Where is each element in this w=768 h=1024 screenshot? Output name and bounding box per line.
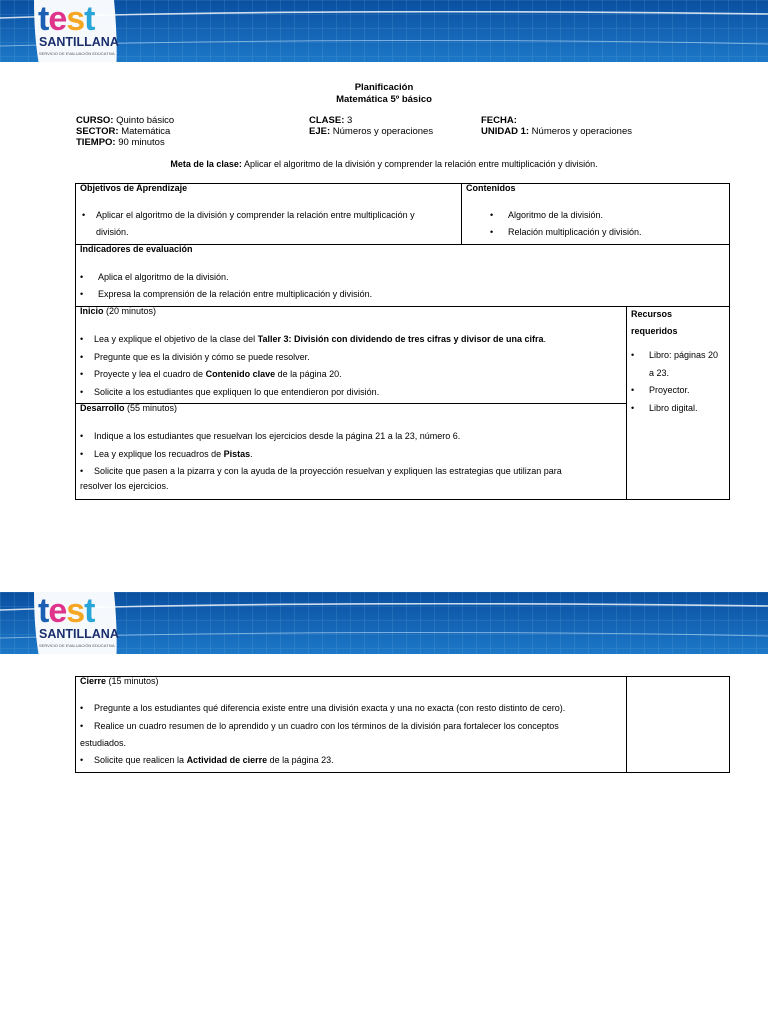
cierre-list-end	[80, 752, 625, 770]
list-item: • Libro digital.	[631, 400, 729, 418]
recursos-cell	[626, 306, 730, 500]
contenidos-cell	[461, 183, 730, 245]
objetivos-cell	[75, 183, 462, 245]
list-item: • Libro: páginas 20 a 23.	[631, 347, 729, 382]
test-santillana-logo	[30, 592, 118, 654]
list-item: • Algoritmo de la división.	[490, 207, 726, 224]
list-item: • Indique a los estudiantes que resuelvan los ejercicios desde la página 21 a la 23, número 6.	[80, 428, 625, 446]
fecha-label: FECHA:	[481, 115, 517, 126]
goal-label: Meta de la clase:	[170, 159, 242, 169]
contenidos-list	[490, 207, 726, 240]
tiempo-value: 90 minutos	[115, 137, 165, 148]
inicio-title: Inicio (20 minutos)	[80, 306, 157, 316]
header-banner	[0, 592, 768, 654]
clase-value: 3	[344, 115, 353, 126]
list-item: • Expresa la comprensión de la relación entre multiplicación y división.	[80, 286, 720, 303]
document-heading	[0, 82, 768, 105]
class-goal	[0, 159, 768, 169]
document-title: Planificación	[354, 82, 414, 93]
meta-right	[481, 115, 632, 137]
logo-wordmark: test	[38, 0, 95, 38]
curso-label: CURSO:	[76, 115, 114, 126]
sector-value: Matemática	[118, 126, 171, 137]
sector-label: SECTOR:	[76, 126, 119, 137]
logo-brand: SANTILLANA	[39, 35, 119, 49]
indicadores-cell	[75, 244, 730, 307]
cierre-cell	[75, 676, 627, 773]
desarrollo-title: Desarrollo (55 minutos)	[80, 403, 178, 413]
list-item: • Proyecte y lea el cuadro de Contenido clave de la página 20.	[80, 366, 625, 384]
inicio-list	[80, 331, 625, 401]
clase-label: CLASE:	[309, 115, 345, 126]
unidad-label: UNIDAD 1:	[481, 126, 530, 137]
header-banner	[0, 0, 768, 62]
eje-label: EJE:	[309, 126, 331, 137]
logo-tagline: SERVICIO DE EVALUACIÓN EDUCATIVA	[39, 643, 115, 648]
list-item: • Proyector.	[631, 382, 729, 400]
eje-value: Números y operaciones	[330, 126, 434, 137]
logo-brand: SANTILLANA	[39, 627, 119, 641]
logo-tagline: SERVICIO DE EVALUACIÓN EDUCATIVA	[39, 51, 115, 56]
desarrollo-continuation: resolver los ejercicios.	[80, 481, 169, 491]
list-item: • Lea y explique los recuadros de Pistas.	[80, 446, 625, 464]
list-item: • Pregunte que es la división y cómo se puede resolver.	[80, 349, 625, 367]
curso-value: Quinto básico	[113, 115, 175, 126]
cierre-list	[80, 700, 625, 735]
logo-wordmark: test	[38, 592, 95, 630]
cierre-continuation: estudiados.	[80, 738, 127, 748]
list-item: • Lea y explique el objetivo de la clase del Taller 3: División con dividendo de tres cifras y divisor de una cifra.	[80, 331, 625, 349]
list-item: • Solicite que realicen la Actividad de cierre de la página 23.	[80, 752, 625, 770]
goal-text: Aplicar el algoritmo de la división y comprender la relación entre multiplicación y división.	[241, 159, 598, 169]
recursos-title: Recursos requeridos	[631, 309, 678, 336]
indicadores-title: Indicadores de evaluación	[80, 244, 193, 254]
desarrollo-cell	[75, 403, 627, 500]
desarrollo-list	[80, 428, 625, 481]
objetivos-title: Objetivos de Aprendizaje	[80, 183, 188, 193]
test-santillana-logo	[30, 0, 118, 62]
recursos-list	[631, 347, 729, 417]
list-item: • Realice un cuadro resumen de lo aprendido y un cuadro con los términos de la división para fortalecer los conceptos	[80, 718, 625, 736]
list-item: • Relación multiplicación y división.	[490, 224, 726, 241]
objetivos-list	[82, 207, 452, 240]
indicadores-list	[80, 269, 720, 302]
meta-middle	[309, 115, 433, 137]
list-item: • Solicite que pasen a la pizarra y con la ayuda de la proyección resuelvan y expliquen las estrategias que utilizan para	[80, 463, 625, 481]
list-item: • Aplica el algoritmo de la división.	[80, 269, 720, 286]
unidad-value: Números y operaciones	[529, 126, 632, 137]
cierre-recursos-cell	[626, 676, 730, 773]
meta-left	[76, 115, 174, 148]
list-item: • Aplicar el algoritmo de la división y comprender la relación entre multiplicación y división.	[82, 207, 452, 240]
tiempo-label: TIEMPO:	[76, 137, 116, 148]
document-subtitle: Matemática 5º básico	[336, 93, 432, 105]
cierre-title: Cierre (15 minutos)	[80, 676, 159, 686]
inicio-cell	[75, 306, 627, 404]
list-item: • Pregunte a los estudiantes qué diferencia existe entre una división exacta y una no exacta (con resto distinto de cero).	[80, 700, 625, 718]
list-item: • Solicite a los estudiantes que expliquen lo que entendieron por división.	[80, 384, 625, 402]
contenidos-title: Contenidos	[466, 183, 516, 193]
